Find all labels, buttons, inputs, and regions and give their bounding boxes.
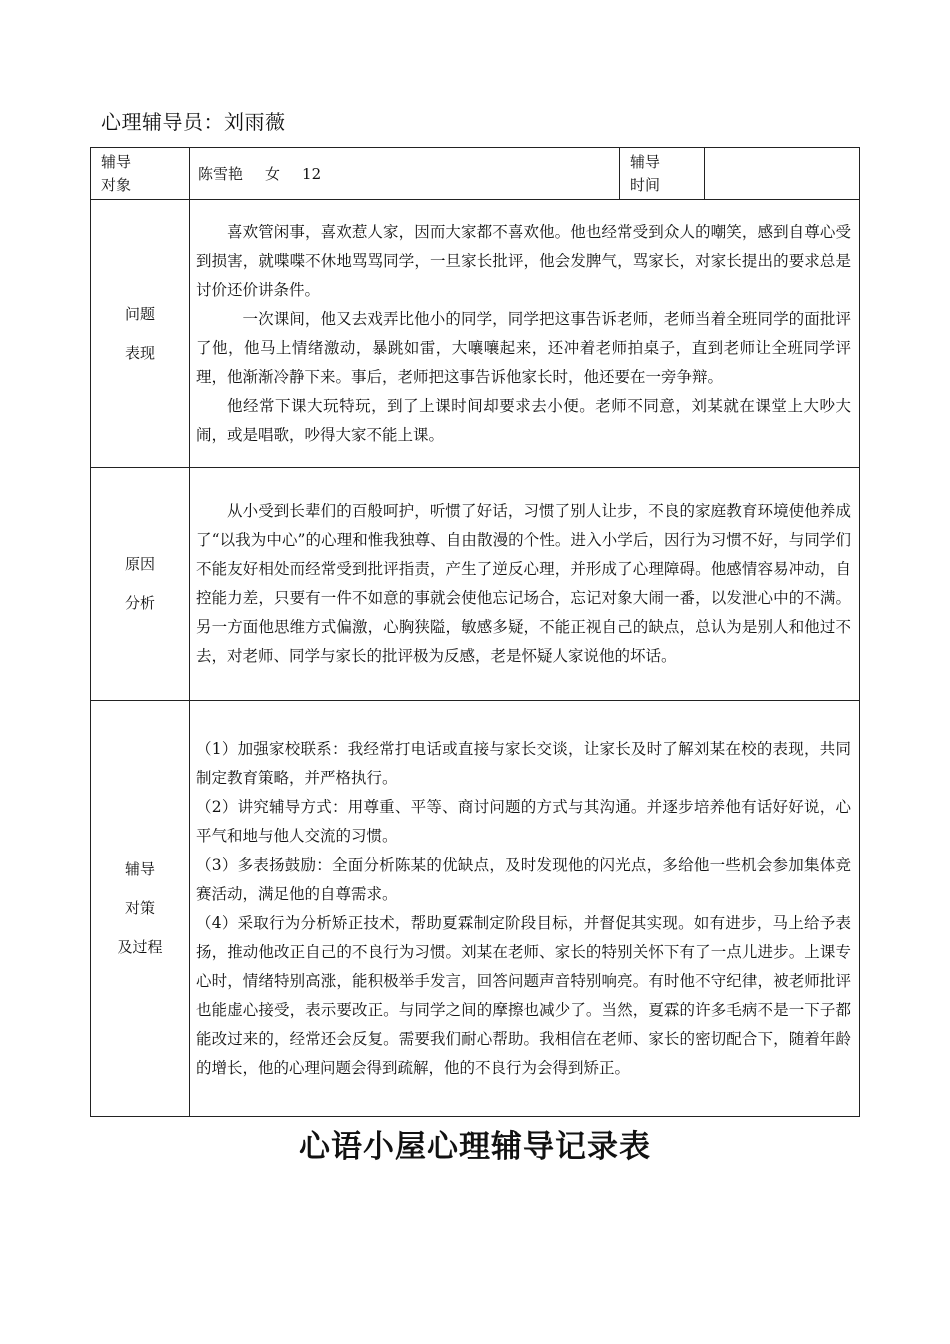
problem-paragraph: 喜欢管闲事，喜欢惹人家，因而大家都不喜欢他。他也经常受到众人的嘲笑，感到自尊心受到损害，就喋喋不休地骂骂同学，一旦家长批评，他会发脾气，骂家长，对家长提出的要求总是讨价还价讲条件。: [196, 222, 851, 299]
strategy-label-line3: 及过程: [117, 938, 163, 956]
time-label-line1: 辅导: [630, 152, 661, 171]
time-label-line2: 时间: [630, 175, 661, 194]
strategy-item: （4）采取行为分析矫正技术，帮助夏霖制定阶段目标，并督促其实现。如有进步，马上给予表扬，推动他改正自己的不良行为习惯。刘某在老师、家长的特别关怀下有了一点儿进步。上课专心时，情绪特别高涨，能积极举手发言，回答问题声音特别响亮。有时他不守纪律，被老师批评也能虚心接受，表示要改正。与同学之间的摩擦也减少了。当然，夏霖的许多毛病不是一下子都能改过来的，经常还会反复。需要我们耐心帮助。我相信在老师、家长的密切配合下，随着年龄的增长，他的心理问题会得到疏解，他的不良行为会得到矫正。: [196, 913, 851, 1077]
time-label-cell: [620, 148, 705, 200]
counselor-label: 心理辅导员：刘雨薇: [101, 110, 286, 134]
strategy-item: （3）多表扬鼓励：全面分析陈某的优缺点，及时发现他的闪光点，多给他一些机会参加集体竞赛活动，满足他的自尊需求。: [196, 855, 851, 903]
cause-label-line2: 分析: [124, 594, 155, 612]
strategy-row: [91, 701, 860, 1117]
cause-paragraph: 从小受到长辈们的百般呵护，听惯了好话，习惯了别人让步，不良的家庭教育环境使他养成了“以我为中心”的心理和惟我独尊、自由散漫的个性。进入小学后，因行为习惯不好，与同学们不能友好相处而经常受到批评指责，产生了逆反心理，并形成了心理障碍。他感情容易冲动，自控能力差，只要有一件不如意的事就会使他忘记场合，忘记对象大闹一番，以发泄心中的不满。另一方面他思维方式偏激，心胸狭隘，敏感多疑，不能正视自己的缺点，总认为是别人和他过不去，对老师、同学与家长的批评极为反感，老是怀疑人家说他的坏话。: [196, 502, 851, 665]
cause-content-cell: [190, 468, 860, 701]
cause-label-line1: 原因: [124, 555, 155, 573]
header-row: [91, 148, 860, 200]
cause-label-cell: [91, 468, 190, 701]
strategy-label-line1: 辅导: [124, 860, 155, 878]
problem-row: [91, 200, 860, 468]
time-value-cell: [705, 148, 860, 200]
target-label-cell: [91, 148, 190, 200]
target-value-cell: [190, 148, 620, 200]
target-label-line1: 辅导: [101, 152, 132, 171]
cause-row: [91, 468, 860, 701]
target-label-line2: 对象: [101, 175, 132, 194]
strategy-item: （2）讲究辅导方式：用尊重、平等、商讨问题的方式与其沟通。并逐步培养他有话好好说，心平气和地与他人交流的习惯。: [196, 797, 851, 845]
student-age: 12: [302, 165, 322, 183]
problem-paragraph: 一次课间，他又去戏弄比他小的同学，同学把这事告诉老师，老师当着全班同学的面批评了他，他马上情绪激动，暴跳如雷，大嚷嚷起来，还冲着老师拍桌子，直到老师让全班同学评理，他渐渐冷静下来。事后，老师把这事告诉他家长时，他还要在一旁争辩。: [196, 309, 851, 386]
problem-content-cell: [190, 200, 860, 468]
strategy-item: （1）加强家校联系：我经常打电话或直接与家长交谈，让家长及时了解刘某在校的表现，共同制定教育策略，并严格执行。: [196, 739, 851, 787]
problem-label-cell: [91, 200, 190, 468]
problem-label-line1: 问题: [124, 304, 155, 323]
student-name: 陈雪艳: [198, 165, 244, 183]
counseling-record-table: [90, 147, 860, 1117]
strategy-label-line2: 对策: [124, 899, 155, 917]
problem-label-line2: 表现: [124, 343, 155, 362]
strategy-label-cell: [91, 701, 190, 1117]
form-title: 心语小屋心理辅导记录表: [299, 1129, 651, 1165]
problem-paragraph: 他经常下课大玩特玩，到了上课时间却要求去小便。老师不同意，刘某就在课堂上大吵大闹，或是唱歌，吵得大家不能上课。: [196, 396, 851, 444]
student-gender: 女: [265, 165, 281, 183]
strategy-content-cell: [190, 701, 860, 1117]
